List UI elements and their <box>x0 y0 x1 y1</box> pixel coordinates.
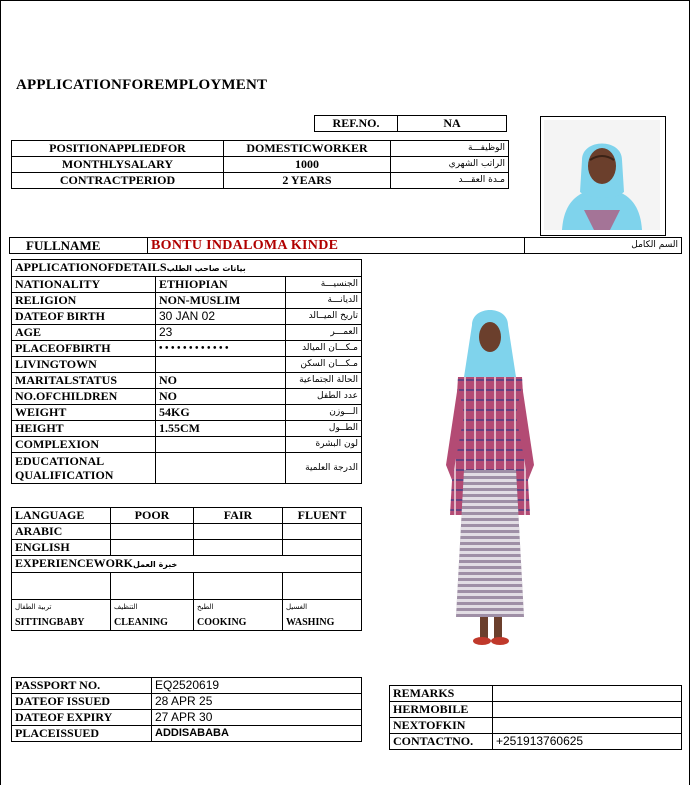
fullname-table <box>9 237 682 254</box>
education-value <box>156 453 286 484</box>
details-row <box>12 357 362 373</box>
details-row <box>12 293 362 309</box>
education-arabic: الدرجة العلمية <box>286 453 362 484</box>
weight-arabic: الـــوزن <box>286 405 362 421</box>
experience-header-arabic: خبرة العمل <box>133 560 178 569</box>
details-row <box>12 389 362 405</box>
remarks-value <box>493 686 682 702</box>
details-row <box>12 421 362 437</box>
experience-cell <box>194 573 283 600</box>
experience-cell <box>111 573 194 600</box>
expiry-value: 27 APR 30 <box>152 710 362 726</box>
dob-arabic: تاريخ الميــالد <box>286 309 362 325</box>
height-label: HEIGHT <box>12 421 156 437</box>
passport-no-label: PASSPORT NO. <box>12 678 152 694</box>
marital-status-value: NO <box>156 373 286 389</box>
contact-value: +251913760625 <box>493 734 682 750</box>
level-poor: POOR <box>111 508 194 524</box>
skill-arabic: الغسيل <box>286 603 308 611</box>
salary-label: MONTHLYSALARY <box>12 157 224 173</box>
position-label: POSITIONAPPLIEDFOR <box>12 141 224 157</box>
experience-cell <box>283 573 362 600</box>
height-arabic: الطــول <box>286 421 362 437</box>
experience-cell <box>12 573 111 600</box>
language-cell <box>283 540 362 556</box>
place-issued-value: ADDISABABA <box>152 726 362 742</box>
remarks-row <box>390 718 682 734</box>
language-cell <box>194 524 283 540</box>
details-row <box>12 405 362 421</box>
dob-label: DATEOF BIRTH <box>12 309 156 325</box>
next-of-kin-value <box>493 718 682 734</box>
issued-value: 28 APR 25 <box>152 694 362 710</box>
experience-table <box>11 555 362 631</box>
full-body-illustration <box>430 305 550 650</box>
details-row <box>12 373 362 389</box>
religion-arabic: الديانـــة <box>286 293 362 309</box>
salary-row <box>12 157 509 173</box>
skill-sitting-baby <box>12 600 111 631</box>
ref-label: REF.NO. <box>315 116 398 132</box>
age-label: AGE <box>12 325 156 341</box>
language-cell <box>111 524 194 540</box>
nationality-value: ETHIOPIAN <box>156 277 286 293</box>
place-of-birth-arabic: مـكـــان الميالد <box>286 341 362 357</box>
skill-cleaning <box>111 600 194 631</box>
children-arabic: عدد الطفل <box>286 389 362 405</box>
complexion-label: COMPLEXION <box>12 437 156 453</box>
education-row <box>12 453 362 484</box>
contact-label: CONTACTNO. <box>390 734 493 750</box>
details-header-arabic: بيانات صاحب الطلب <box>166 264 246 273</box>
fullname-value: BONTU INDALOMA KINDE <box>148 238 525 254</box>
children-label: NO.OFCHILDREN <box>12 389 156 405</box>
her-mobile-value <box>493 702 682 718</box>
education-label-line1: EDUCATIONAL <box>15 454 105 468</box>
skills-row <box>12 600 362 631</box>
details-header-label: APPLICATIONOFDETAILS <box>15 260 167 274</box>
experience-blank-row <box>12 573 362 600</box>
fullname-label: FULLNAME <box>10 238 148 254</box>
marital-status-arabic: الحالة الجتماعية <box>286 373 362 389</box>
skill-cooking <box>194 600 283 631</box>
education-label-line2: QUALIFICATION <box>15 468 114 482</box>
remarks-row <box>390 702 682 718</box>
religion-label: RELIGION <box>12 293 156 309</box>
position-row <box>12 141 509 157</box>
contract-value: 2 YEARS <box>224 173 391 189</box>
full-body-photo <box>430 305 550 650</box>
place-of-birth-value: • • • • • • • • • • • • <box>156 341 286 357</box>
living-town-arabic: مـكـــان السكن <box>286 357 362 373</box>
marital-status-label: MARITALSTATUS <box>12 373 156 389</box>
position-table <box>11 140 509 189</box>
passport-no-value: EQ2520619 <box>152 678 362 694</box>
language-header: LANGUAGE <box>12 508 111 524</box>
living-town-label: LIVINGTOWN <box>12 357 156 373</box>
dob-value: 30 JAN 02 <box>156 309 286 325</box>
details-header <box>12 260 362 277</box>
language-cell <box>283 524 362 540</box>
details-header-row <box>12 260 362 277</box>
skill-label: COOKING <box>197 617 247 628</box>
portrait-illustration <box>544 120 660 230</box>
nationality-label: NATIONALITY <box>12 277 156 293</box>
contract-label: CONTRACTPERIOD <box>12 173 224 189</box>
fullname-arabic: السم الكامل <box>525 238 682 254</box>
place-issued-label: PLACEISSUED <box>12 726 152 742</box>
experience-header-label: EXPERIENCEWORK <box>15 556 134 570</box>
passport-row <box>12 726 362 742</box>
remarks-row <box>390 734 682 750</box>
age-arabic: العمـــر <box>286 325 362 341</box>
skill-label: WASHING <box>286 617 335 628</box>
language-cell <box>111 540 194 556</box>
salary-value: 1000 <box>224 157 391 173</box>
remarks-row <box>390 686 682 702</box>
religion-value: NON-MUSLIM <box>156 293 286 309</box>
ref-value: NA <box>398 116 507 132</box>
language-row <box>12 524 362 540</box>
ref-table <box>314 115 507 132</box>
passport-row <box>12 678 362 694</box>
height-value: 1.55CM <box>156 421 286 437</box>
form-title: APPLICATIONFOREMPLOYMENT <box>16 77 268 93</box>
details-row <box>12 341 362 357</box>
nationality-arabic: الجنسيـــة <box>286 277 362 293</box>
age-value: 23 <box>156 325 286 341</box>
experience-header-row <box>12 556 362 573</box>
weight-value: 54KG <box>156 405 286 421</box>
passport-table <box>11 677 362 742</box>
expiry-label: DATEOF EXPIRY <box>12 710 152 726</box>
level-fair: FAIR <box>194 508 283 524</box>
details-row <box>12 437 362 453</box>
skill-arabic: تربية الطفال <box>15 603 52 611</box>
education-label <box>12 453 156 484</box>
her-mobile-label: HERMOBILE <box>390 702 493 718</box>
details-row <box>12 277 362 293</box>
remarks-label: REMARKS <box>390 686 493 702</box>
passport-row <box>12 710 362 726</box>
language-english: ENGLISH <box>12 540 111 556</box>
language-table <box>11 507 362 556</box>
children-value: NO <box>156 389 286 405</box>
remarks-table <box>389 685 682 750</box>
passport-photo <box>544 120 660 230</box>
level-fluent: FLUENT <box>283 508 362 524</box>
details-row <box>12 325 362 341</box>
weight-label: WEIGHT <box>12 405 156 421</box>
living-town-value <box>156 357 286 373</box>
position-value: DOMESTICWORKER <box>224 141 391 157</box>
details-row <box>12 309 362 325</box>
details-table <box>11 259 362 484</box>
experience-header <box>12 556 362 573</box>
language-header-row <box>12 508 362 524</box>
place-of-birth-label: PLACEOFBIRTH <box>12 341 156 357</box>
contract-row <box>12 173 509 189</box>
skill-label: SITTINGBABY <box>15 617 85 628</box>
next-of-kin-label: NEXTOFKIN <box>390 718 493 734</box>
language-cell <box>194 540 283 556</box>
language-row <box>12 540 362 556</box>
skill-arabic: التنظيف <box>114 603 138 611</box>
contract-arabic: مـدة العقـــد <box>391 173 509 189</box>
complexion-arabic: لون البشرة <box>286 437 362 453</box>
skill-label: CLEANING <box>114 617 168 628</box>
skill-arabic: الطبخ <box>197 603 214 611</box>
passport-row <box>12 694 362 710</box>
issued-label: DATEOF ISSUED <box>12 694 152 710</box>
complexion-value <box>156 437 286 453</box>
language-arabic: ARABIC <box>12 524 111 540</box>
position-arabic: الوظيفـــة <box>391 141 509 157</box>
skill-washing <box>283 600 362 631</box>
salary-arabic: الراتب الشهري <box>391 157 509 173</box>
